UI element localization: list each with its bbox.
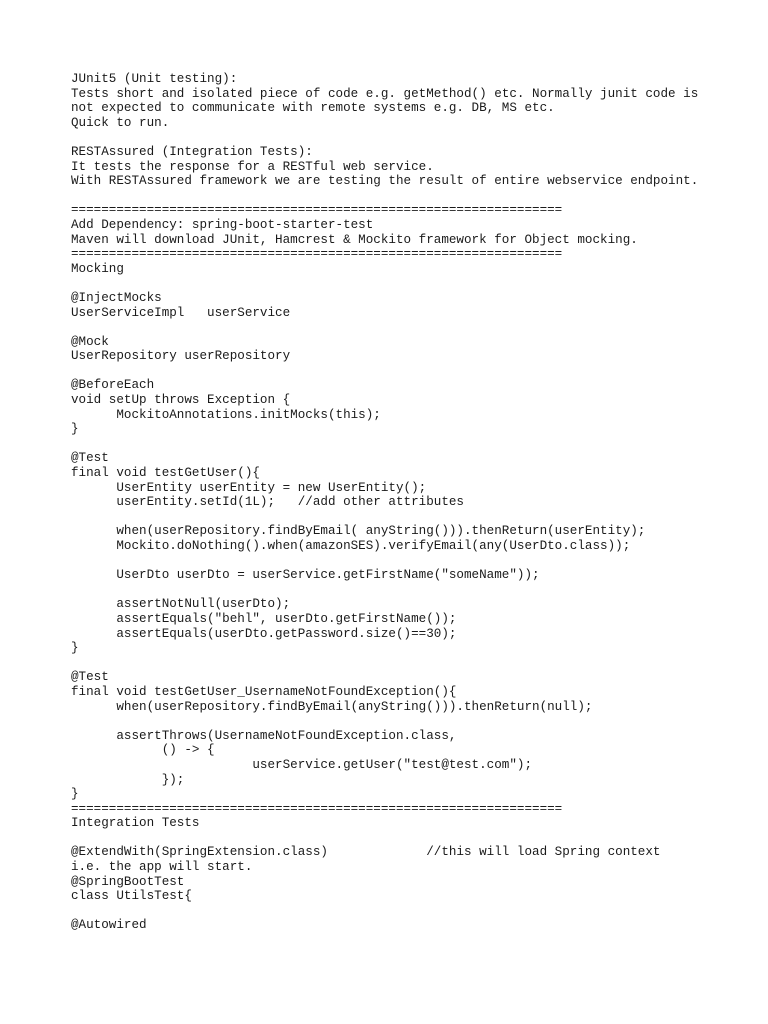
text-line: @Mock xyxy=(71,334,109,349)
text-line: final void testGetUser_UsernameNotFoundException(){ xyxy=(71,684,457,699)
text-line: }); xyxy=(71,772,185,787)
text-line: Quick to run. xyxy=(71,115,170,130)
text-line: not expected to communicate with remote systems e.g. DB, MS etc. xyxy=(71,101,555,116)
text-line xyxy=(71,831,751,846)
text-line: assertEquals("behl", userDto.getFirstName()); xyxy=(71,611,457,626)
document-page xyxy=(71,72,751,933)
text-line: @Test xyxy=(71,670,109,685)
text-line xyxy=(71,364,751,379)
text-line: Mockito.doNothing().when(amazonSES).verifyEmail(any(UserDto.class)); xyxy=(71,539,631,553)
text-line: Integration Tests xyxy=(71,816,200,831)
text-line: assertNotNull(userDto); xyxy=(71,597,291,612)
text-line xyxy=(71,130,751,145)
text-line: ================================================================= xyxy=(71,801,563,816)
text-line: MockitoAnnotations.initMocks(this); xyxy=(71,407,381,422)
text-line: @Autowired xyxy=(71,918,147,933)
text-line: With RESTAssured framework we are testing the result of entire webservice endpoint. xyxy=(71,174,699,189)
text-line: final void testGetUser(){ xyxy=(71,466,260,481)
text-line: JUnit5 (Unit testing): xyxy=(71,72,238,86)
text-line: RESTAssured (Integration Tests): xyxy=(71,144,313,159)
text-line: Maven will download JUnit, Hamcrest & Mockito framework for Object mocking. xyxy=(71,232,638,247)
text-line: Mocking xyxy=(71,261,124,276)
text-line: assertThrows(UsernameNotFoundException.class, xyxy=(71,728,457,743)
text-line: userEntity.setId(1L); //add other attributes xyxy=(71,495,464,510)
text-line: () -> { xyxy=(71,743,215,758)
text-line: when(userRepository.findByEmail(anyString())).thenReturn(null); xyxy=(71,699,593,714)
text-line: UserEntity userEntity = new UserEntity(); xyxy=(71,480,427,495)
text-line: i.e. the app will start. xyxy=(71,860,253,875)
text-line: assertEquals(userDto.getPassword.size()==30); xyxy=(71,626,457,641)
text-line: void setUp throws Exception { xyxy=(71,393,291,408)
text-line: when(userRepository.findByEmail( anyString())).thenReturn(userEntity); xyxy=(71,524,646,539)
text-line xyxy=(71,510,751,525)
text-line: } xyxy=(71,422,79,437)
text-line xyxy=(71,554,751,569)
text-line: UserServiceImpl userService xyxy=(71,305,291,320)
text-line: ================================================================= xyxy=(71,203,563,218)
text-line: It tests the response for a RESTful web service. xyxy=(71,159,434,174)
text-line: UserRepository userRepository xyxy=(71,349,291,364)
text-line xyxy=(71,583,751,598)
text-line: @ExtendWith(SpringExtension.class) //this will load Spring context xyxy=(71,845,661,860)
text-line: Tests short and isolated piece of code e.g. getMethod() etc. Normally junit code is xyxy=(71,86,699,101)
text-line: userService.getUser("test@test.com"); xyxy=(71,757,533,772)
text-line xyxy=(71,437,751,452)
text-line xyxy=(71,904,751,919)
text-line: Add Dependency: spring-boot-starter-test xyxy=(71,217,374,232)
text-line: @BeforeEach xyxy=(71,378,155,393)
text-line: UserDto userDto = userService.getFirstName("someName")); xyxy=(71,568,540,583)
text-line xyxy=(71,189,751,204)
text-line: } xyxy=(71,787,79,802)
text-line xyxy=(71,656,751,671)
text-line: @SpringBootTest xyxy=(71,874,185,889)
text-line xyxy=(71,320,751,335)
text-line xyxy=(71,276,751,291)
text-line: ================================================================= xyxy=(71,247,563,262)
text-line: class UtilsTest{ xyxy=(71,889,192,904)
text-line: } xyxy=(71,641,79,656)
text-line: @Test xyxy=(71,451,109,466)
text-line: @InjectMocks xyxy=(71,290,162,305)
text-line xyxy=(71,714,751,729)
